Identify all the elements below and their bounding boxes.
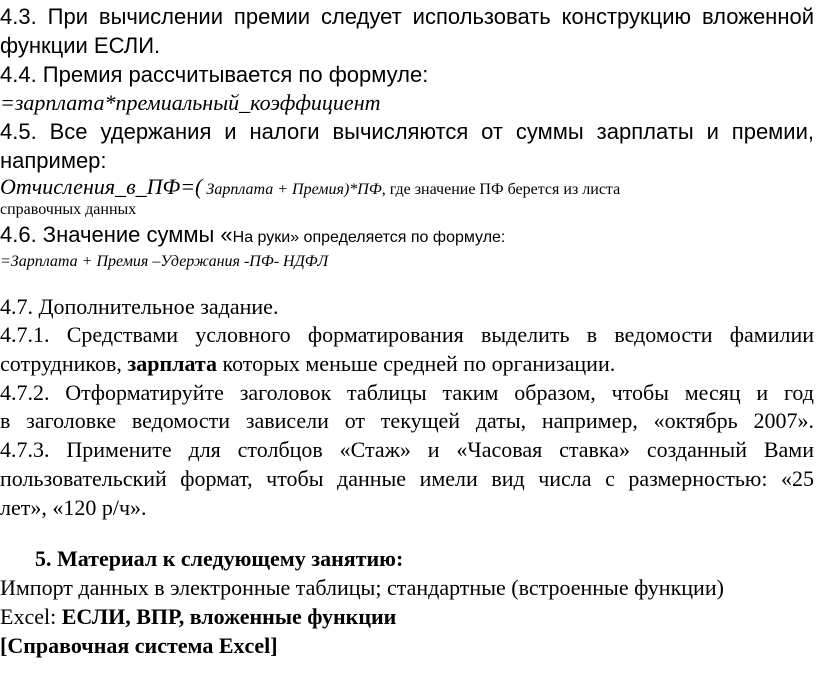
s5-line3: [Справочная система Excel] (0, 633, 278, 658)
s47-3-line3: лет», «120 р/ч». (0, 495, 147, 520)
s47-3-line2: пользовательский формат, чтобы данные имели вид числа с размерностью: «25 (0, 466, 814, 491)
s45-line1: 4.5. Все удержания и налоги вычисляются от суммы зарплаты и премии, (0, 119, 814, 144)
s44-formula: =зарплата*премиальный_коэффициент (0, 90, 381, 115)
s47-1-text-a: сотрудников, (0, 351, 128, 376)
s47-1-text-bold: зарплата (127, 351, 217, 376)
s47-heading: 4.7. Дополнительное задание. (0, 294, 279, 319)
s46-line (0, 224, 505, 246)
s46-lead: 4.6. Значение суммы « (0, 222, 233, 247)
s45-note2: справочных данных (0, 201, 137, 218)
s47-1-text-c: которых меньше средней по организации. (217, 351, 616, 376)
s45-formula-big: Отчисления_в_ПФ=( (0, 174, 203, 199)
s5-line2-bold: ЕСЛИ, ВПР, вложенные функции (61, 604, 397, 629)
s45-line2: например: (0, 148, 107, 173)
s45-formula-small: Зарплата + Премия)*ПФ (202, 181, 382, 198)
s45-formula-line (0, 176, 620, 198)
s47-1-line2 (0, 353, 615, 375)
s5-line2-a: Excel: (0, 604, 62, 629)
s5-heading: 5. Материал к следующему занятию: (35, 546, 404, 571)
s46-formula: =Зарплата + Премия –Удержания -ПФ- НДФЛ (0, 253, 329, 270)
s45-note: , где значение ПФ берется из листа (381, 181, 621, 198)
s5-line1: Импорт данных в электронные таблицы; стандартные (встроенные функции) (0, 575, 724, 600)
s47-1-line1: 4.7.1. Средствами условного форматирования выделить в ведомости фамилии (0, 322, 814, 347)
s44-line1: 4.4. Премия рассчитывается по формуле: (0, 62, 429, 87)
s5-line2 (0, 606, 396, 628)
s47-3-line1: 4.7.3. Примените для столбцов «Стаж» и «Часовая ставка» созданный Вами (0, 437, 814, 462)
s43-line2: функции ЕСЛИ. (0, 33, 161, 58)
s46-rest: На руки» определяется по формуле: (232, 229, 506, 246)
s47-2-line2: в заголовке ведомости зависели от текущей даты, например, «октябрь 2007». (0, 408, 814, 433)
s43-line1: 4.3. При вычислении премии следует использовать конструкцию вложенной (0, 4, 814, 29)
s47-2-line1: 4.7.2. Отформатируйте заголовок таблицы таким образом, чтобы месяц и год (0, 380, 814, 405)
